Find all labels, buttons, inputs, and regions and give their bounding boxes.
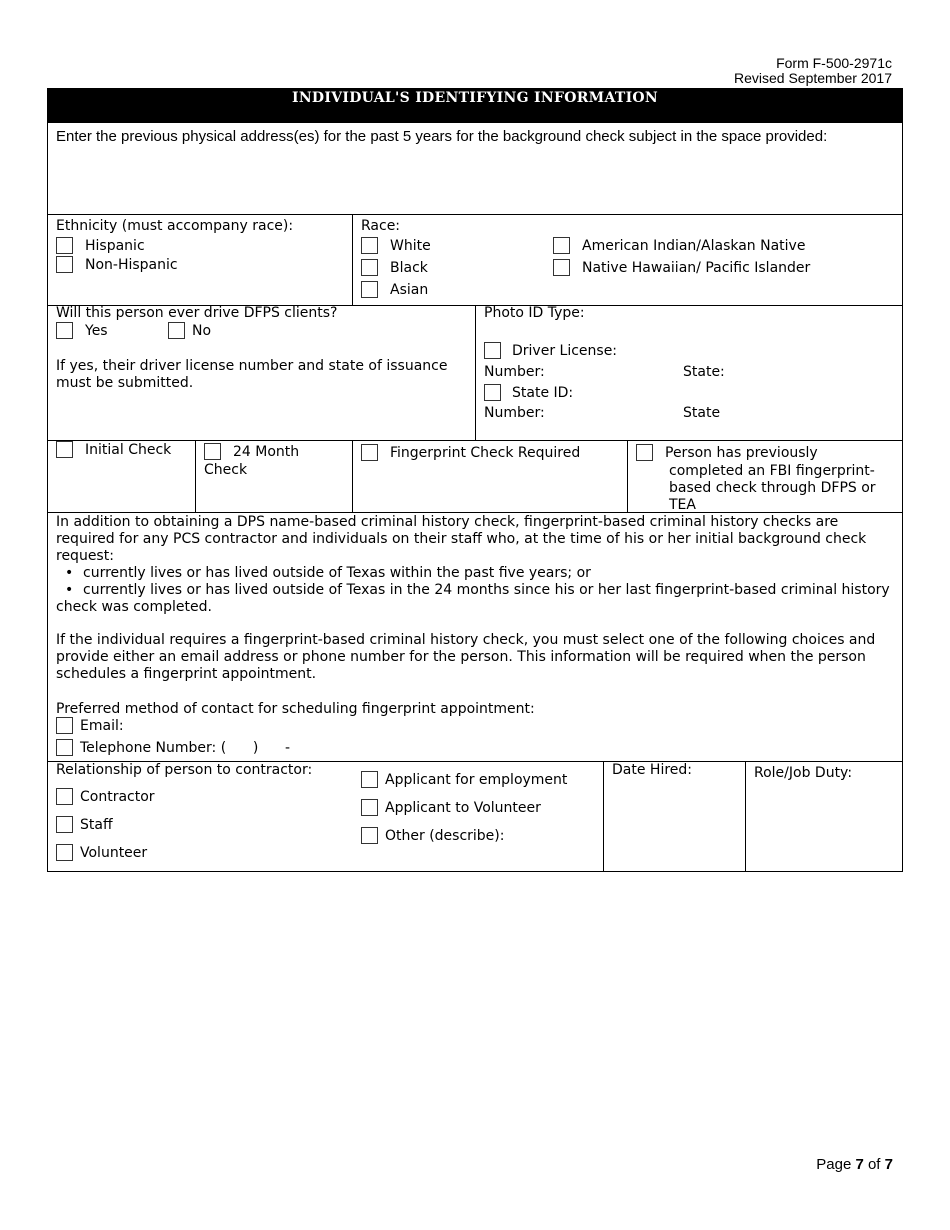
applicant-employment-label: Applicant for employment (385, 772, 568, 788)
previous-fbi-check-checkbox[interactable] (636, 444, 653, 461)
dl-number-label: Number: (484, 364, 545, 380)
telephone-label: Telephone Number: ( ) - (80, 740, 291, 756)
divider (627, 440, 628, 512)
revision-date: Revised September 2017 (734, 70, 892, 86)
other-describe-label: Other (describe): (385, 828, 505, 844)
address-entry-area[interactable] (48, 150, 902, 213)
drive-no-label: No (192, 323, 212, 339)
ethnicity-label: Ethnicity (must accompany race): (56, 218, 294, 234)
divider (47, 512, 903, 513)
page-number (816, 1156, 893, 1173)
fingerprint-info-block (56, 514, 894, 616)
native-hawaiian-label: Native Hawaiian/ Pacific Islander (582, 260, 811, 276)
drive-yes-label: Yes (85, 323, 108, 339)
24-month-label-line2: Check (204, 462, 248, 478)
drive-no-checkbox[interactable] (168, 322, 185, 339)
relationship-label: Relationship of person to contractor: (56, 762, 313, 778)
state-id-checkbox[interactable] (484, 384, 501, 401)
volunteer-checkbox[interactable] (56, 844, 73, 861)
non-hispanic-label: Non-Hispanic (85, 257, 178, 273)
drive-note-line2: must be submitted. (56, 375, 194, 391)
divider (352, 440, 353, 512)
fingerprint-required-checkbox[interactable] (361, 444, 378, 461)
white-label: White (390, 238, 431, 254)
asian-label: Asian (390, 282, 429, 298)
contact-method-label: Preferred method of contact for scheduling fingerprint appointment: (56, 701, 535, 717)
divider (352, 214, 353, 305)
american-indian-checkbox[interactable] (553, 237, 570, 254)
divider (475, 305, 476, 440)
hispanic-checkbox[interactable] (56, 237, 73, 254)
drive-question: Will this person ever drive DFPS clients? (56, 305, 338, 321)
staff-label: Staff (80, 817, 113, 833)
role-label: Role/Job Duty: (754, 765, 853, 781)
driver-license-checkbox[interactable] (484, 342, 501, 359)
black-checkbox[interactable] (361, 259, 378, 276)
role-field[interactable] (746, 785, 901, 870)
volunteer-label: Volunteer (80, 845, 148, 861)
dl-state-label: State: (683, 364, 725, 380)
driver-license-label: Driver License: (512, 343, 618, 359)
form-number: Form F-500-2971c (776, 55, 892, 71)
24-month-label-line1: 24 Month (233, 444, 300, 460)
race-label: Race: (361, 218, 401, 234)
previous-fbi-line3: based check through DFPS or (669, 480, 876, 496)
form-number-block (734, 56, 892, 86)
drive-yes-checkbox[interactable] (56, 322, 73, 339)
24-month-check-checkbox[interactable] (204, 443, 221, 460)
bullet-item: • currently lives or has lived outside of Texas within the past five years; or (56, 565, 894, 582)
black-label: Black (390, 260, 428, 276)
initial-check-label: Initial Check (85, 442, 172, 458)
other-describe-checkbox[interactable] (361, 827, 378, 844)
contractor-label: Contractor (80, 789, 155, 805)
initial-check-checkbox[interactable] (56, 441, 73, 458)
page-current: 7 (855, 1156, 864, 1173)
fingerprint-required-label: Fingerprint Check Required (390, 445, 581, 461)
applicant-volunteer-label: Applicant to Volunteer (385, 800, 541, 816)
contractor-checkbox[interactable] (56, 788, 73, 805)
section-title: INDIVIDUAL'S IDENTIFYING INFORMATION (47, 88, 903, 123)
previous-fbi-line4: TEA (669, 497, 696, 513)
page-of: of (863, 1156, 885, 1173)
applicant-volunteer-checkbox[interactable] (361, 799, 378, 816)
american-indian-label: American Indian/Alaskan Native (582, 238, 806, 254)
sid-state-label: State (683, 405, 721, 421)
previous-fbi-line1: Person has previously (665, 445, 818, 461)
drive-note-line1: If yes, their driver license number and state of issuance (56, 358, 448, 374)
email-checkbox[interactable] (56, 717, 73, 734)
white-checkbox[interactable] (361, 237, 378, 254)
email-label: Email: (80, 718, 124, 734)
fingerprint-instruction: If the individual requires a fingerprint-based criminal history check, you must select one of the following choices and provide either an email address or phone number for the person. This information will be required when the person schedules a fingerprint appointment. (56, 632, 876, 682)
date-hired-label: Date Hired: (612, 762, 692, 778)
page-prefix: Page (816, 1156, 856, 1173)
page-total: 7 (884, 1156, 893, 1173)
photo-id-label: Photo ID Type: (484, 305, 585, 321)
asian-checkbox[interactable] (361, 281, 378, 298)
staff-checkbox[interactable] (56, 816, 73, 833)
bullet-text: currently lives or has lived outside of Texas in the 24 months since his or her last fingerprint-based criminal history check was completed. (56, 582, 890, 615)
address-prompt: Enter the previous physical address(es) for the past 5 years for the background check subject in the space provided: (56, 128, 828, 145)
applicant-employment-checkbox[interactable] (361, 771, 378, 788)
sid-number-label: Number: (484, 405, 545, 421)
bullet-item (56, 582, 894, 616)
date-hired-field[interactable] (604, 782, 744, 870)
divider (195, 440, 196, 512)
fingerprint-intro: In addition to obtaining a DPS name-based criminal history check, fingerprint-based criminal history checks are required for any PCS contractor and individuals on their staff who, at the time of his or her initial background check request: (56, 514, 867, 564)
hispanic-label: Hispanic (85, 238, 145, 254)
form-table (47, 123, 903, 872)
previous-fbi-line2: completed an FBI fingerprint- (669, 463, 875, 479)
non-hispanic-checkbox[interactable] (56, 256, 73, 273)
telephone-checkbox[interactable] (56, 739, 73, 756)
native-hawaiian-checkbox[interactable] (553, 259, 570, 276)
divider (47, 214, 903, 215)
divider (47, 440, 903, 441)
state-id-label: State ID: (512, 385, 574, 401)
